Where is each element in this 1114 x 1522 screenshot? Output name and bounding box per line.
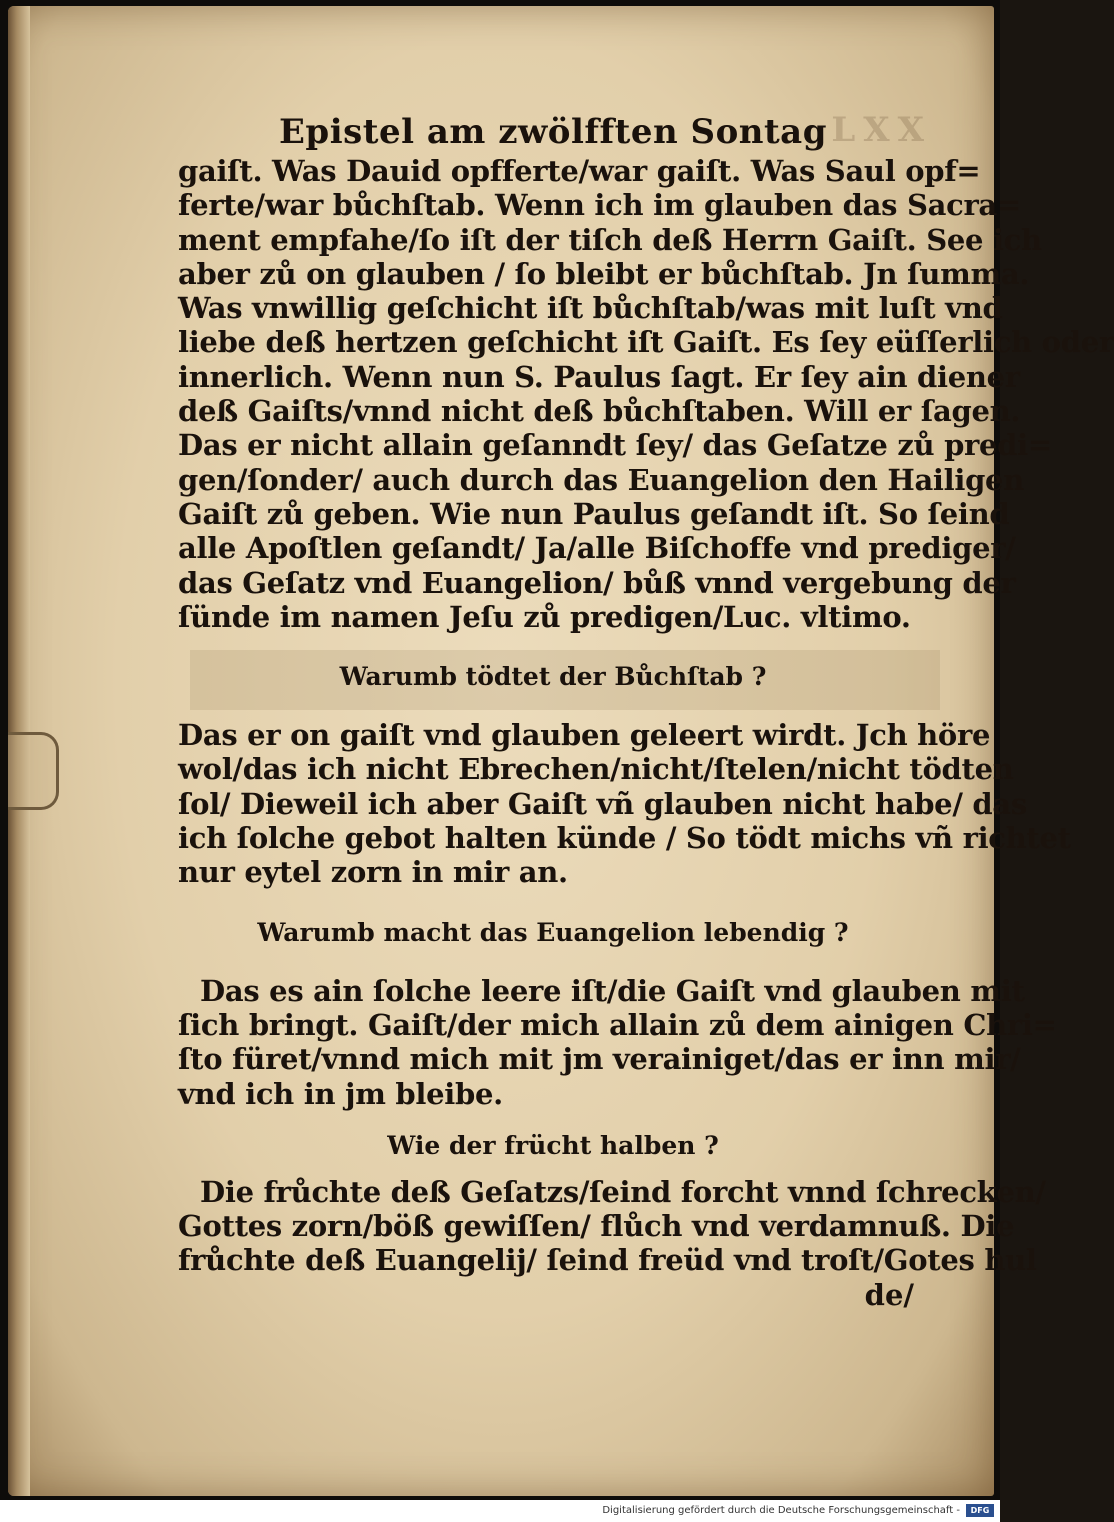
dfg-logo-icon: DFG xyxy=(966,1504,994,1517)
footer-bar xyxy=(0,1500,1000,1522)
text-line: das Geſatz vnd Euangelion/ bůß vnnd vergebung der xyxy=(178,565,1016,600)
text-line: innerlich. Wenn nun S. Paulus ſagt. Er ſey ain diener xyxy=(178,359,1020,394)
text-line: wol/das ich nicht Ebrechen/nicht/ſtelen/nicht tödten xyxy=(178,752,1014,787)
paragraph-4 xyxy=(178,1174,1046,1278)
text-line: Was vnwillig geſchicht iſt bůchſtab/was mit luſt vnd xyxy=(178,291,1003,326)
text-line: alle Apoſtlen geſandt/ Ja/alle Biſchoffe vnd prediger/ xyxy=(178,531,1016,566)
bleed-through-folio: LXX xyxy=(831,110,932,150)
text-line: aber zů on glauben / ſo bleibt er bůchſtab. Jn ſumma. xyxy=(178,256,1030,291)
paragraph-3 xyxy=(178,973,1057,1111)
text-line: Gaiſt zů geben. Wie nun Paulus geſandt iſt. So ſeind xyxy=(178,496,1010,531)
text-line: ſich bringt. Gaiſt/der mich allain zů dem ainigen Chri= xyxy=(178,1007,1057,1042)
page-text xyxy=(178,112,1114,1312)
text-line: ſünde im namen Jeſu zů predigen/Luc. vltimo. xyxy=(178,599,911,634)
text-line: vnd ich in jm bleibe. xyxy=(178,1076,503,1111)
text-line: ich ſolche gebot halten künde / So tödt michs vñ richtet xyxy=(178,821,1071,856)
text-line: gaiſt. Was Dauid opfferte/war gaiſt. Was Saul opf= xyxy=(178,154,981,188)
text-line: nur eytel zorn in mir an. xyxy=(178,855,568,890)
text-line: gen/ſonder/ auch durch das Euangelion den Hailigen xyxy=(178,462,1024,497)
catchword: de/ xyxy=(864,1277,914,1312)
text-line: Gottes zorn/böß gewiſſen/ flůch vnd verdamnuß. Die xyxy=(178,1209,1015,1244)
question-heading: Warumb macht das Euangelion lebendig ? xyxy=(257,917,849,947)
text-line: liebe deß hertzen geſchicht iſt Gaiſt. Es ſey eüſſerlich oder xyxy=(178,325,1114,360)
paragraph-1 xyxy=(178,154,1114,634)
text-line: ſol/ Dieweil ich aber Gaiſt vñ glauben nicht habe/ das xyxy=(178,786,1027,821)
question-heading: Warumb tödtet der Bůchſtab ? xyxy=(339,662,767,692)
text-line: Die frůchte deß Geſatzs/ſeind forcht vnnd ſchrecken/ xyxy=(200,1174,1046,1209)
running-header: Epistel am zwölfften Sontag xyxy=(279,112,827,152)
text-line: Das er nicht allain geſanndt ſey/ das Geſatze zů predi= xyxy=(178,428,1052,463)
text-line: ſto füret/vnnd mich mit jm verainiget/das er inn mir/ xyxy=(178,1042,1021,1077)
text-line: deß Gaiſts/vnnd nicht deß bůchſtaben. Will er ſagen. xyxy=(178,394,1021,429)
question-heading: Wie der frücht halben ? xyxy=(387,1130,719,1160)
text-line: frůchte deß Euangelij/ ſeind freüd vnd troſt/Gotes hul xyxy=(178,1243,1037,1278)
book-clasp xyxy=(8,732,59,810)
text-line: Das er on gaiſt vnd glauben geleert wirdt. Jch höre xyxy=(178,718,991,753)
text-line: ment empfahe/ſo iſt der tiſch deß Herrn Gaiſt. See ich xyxy=(178,222,1042,257)
text-line: Das es ain ſolche leere iſt/die Gaiſt vnd glauben mit xyxy=(200,973,1025,1008)
funding-credit: Digitalisierung gefördert durch die Deutsche Forschungsgemeinschaft - xyxy=(602,1505,960,1516)
paragraph-2 xyxy=(178,718,1071,890)
text-line: ferte/war bůchſtab. Wenn ich im glauben das Sacra= xyxy=(178,188,1021,223)
